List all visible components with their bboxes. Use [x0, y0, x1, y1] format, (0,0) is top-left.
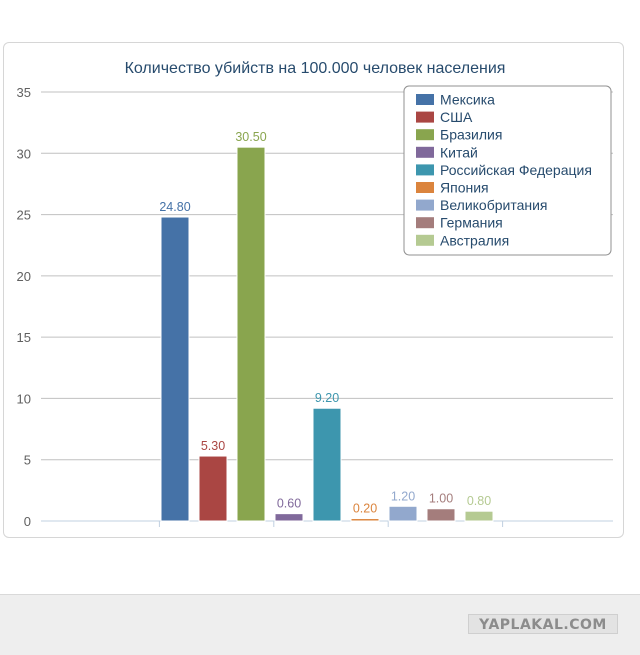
y-tick-label: 15 [16, 330, 31, 346]
legend[interactable] [404, 86, 611, 255]
legend-swatch [416, 147, 434, 158]
y-tick-label: 35 [16, 85, 31, 100]
chart-title: Количество убийств на 100.000 человек населения [124, 60, 506, 77]
x-axis [41, 521, 613, 527]
legend-item-label: Бразилия [440, 126, 503, 143]
y-tick-label: 30 [16, 146, 31, 162]
bar [199, 456, 227, 521]
bar [161, 217, 189, 521]
legend-swatch [416, 164, 434, 175]
legend-item-label: Великобритания [440, 197, 548, 214]
legend-swatch [416, 200, 434, 211]
legend-item-label: Мексика [440, 91, 495, 108]
y-tick-label: 20 [16, 268, 31, 284]
legend-item-label: США [440, 109, 473, 126]
chart-card [3, 42, 624, 538]
legend-swatch [416, 217, 434, 228]
legend-item-label: Япония [440, 179, 489, 196]
data-label: 0.60 [276, 496, 302, 511]
data-label: 5.30 [200, 439, 226, 454]
bar [465, 511, 493, 521]
y-tick-label: 0 [23, 514, 31, 529]
legend-swatch [416, 182, 434, 193]
data-label: 1.00 [428, 491, 454, 506]
legend-item-label: Российская Федерация [440, 161, 592, 178]
y-tick-label: 25 [16, 207, 31, 223]
y-tick-label: 10 [16, 391, 31, 407]
chart [4, 43, 623, 537]
data-label: 30.50 [235, 130, 267, 145]
legend-swatch [416, 94, 434, 105]
legend-item-label: Китай [440, 144, 478, 161]
bar [313, 408, 341, 521]
y-axis-ticks [17, 85, 31, 529]
data-label: 9.20 [314, 391, 340, 406]
data-label: 0.80 [466, 494, 492, 509]
legend-swatch [416, 129, 434, 140]
watermark-logo: YAPLAKAL.COM [468, 614, 618, 634]
bar [351, 519, 379, 521]
legend-swatch [416, 112, 434, 123]
legend-item-label: Германия [440, 214, 503, 231]
legend-item-label: Австралия [440, 232, 510, 249]
data-label: 24.80 [159, 200, 191, 215]
y-tick-label: 5 [23, 452, 31, 468]
bar [237, 147, 265, 521]
data-label: 1.20 [390, 489, 416, 504]
bar [427, 509, 455, 521]
data-label: 0.20 [352, 501, 378, 516]
bar [275, 514, 303, 521]
bar [389, 506, 417, 521]
legend-swatch [416, 235, 434, 246]
